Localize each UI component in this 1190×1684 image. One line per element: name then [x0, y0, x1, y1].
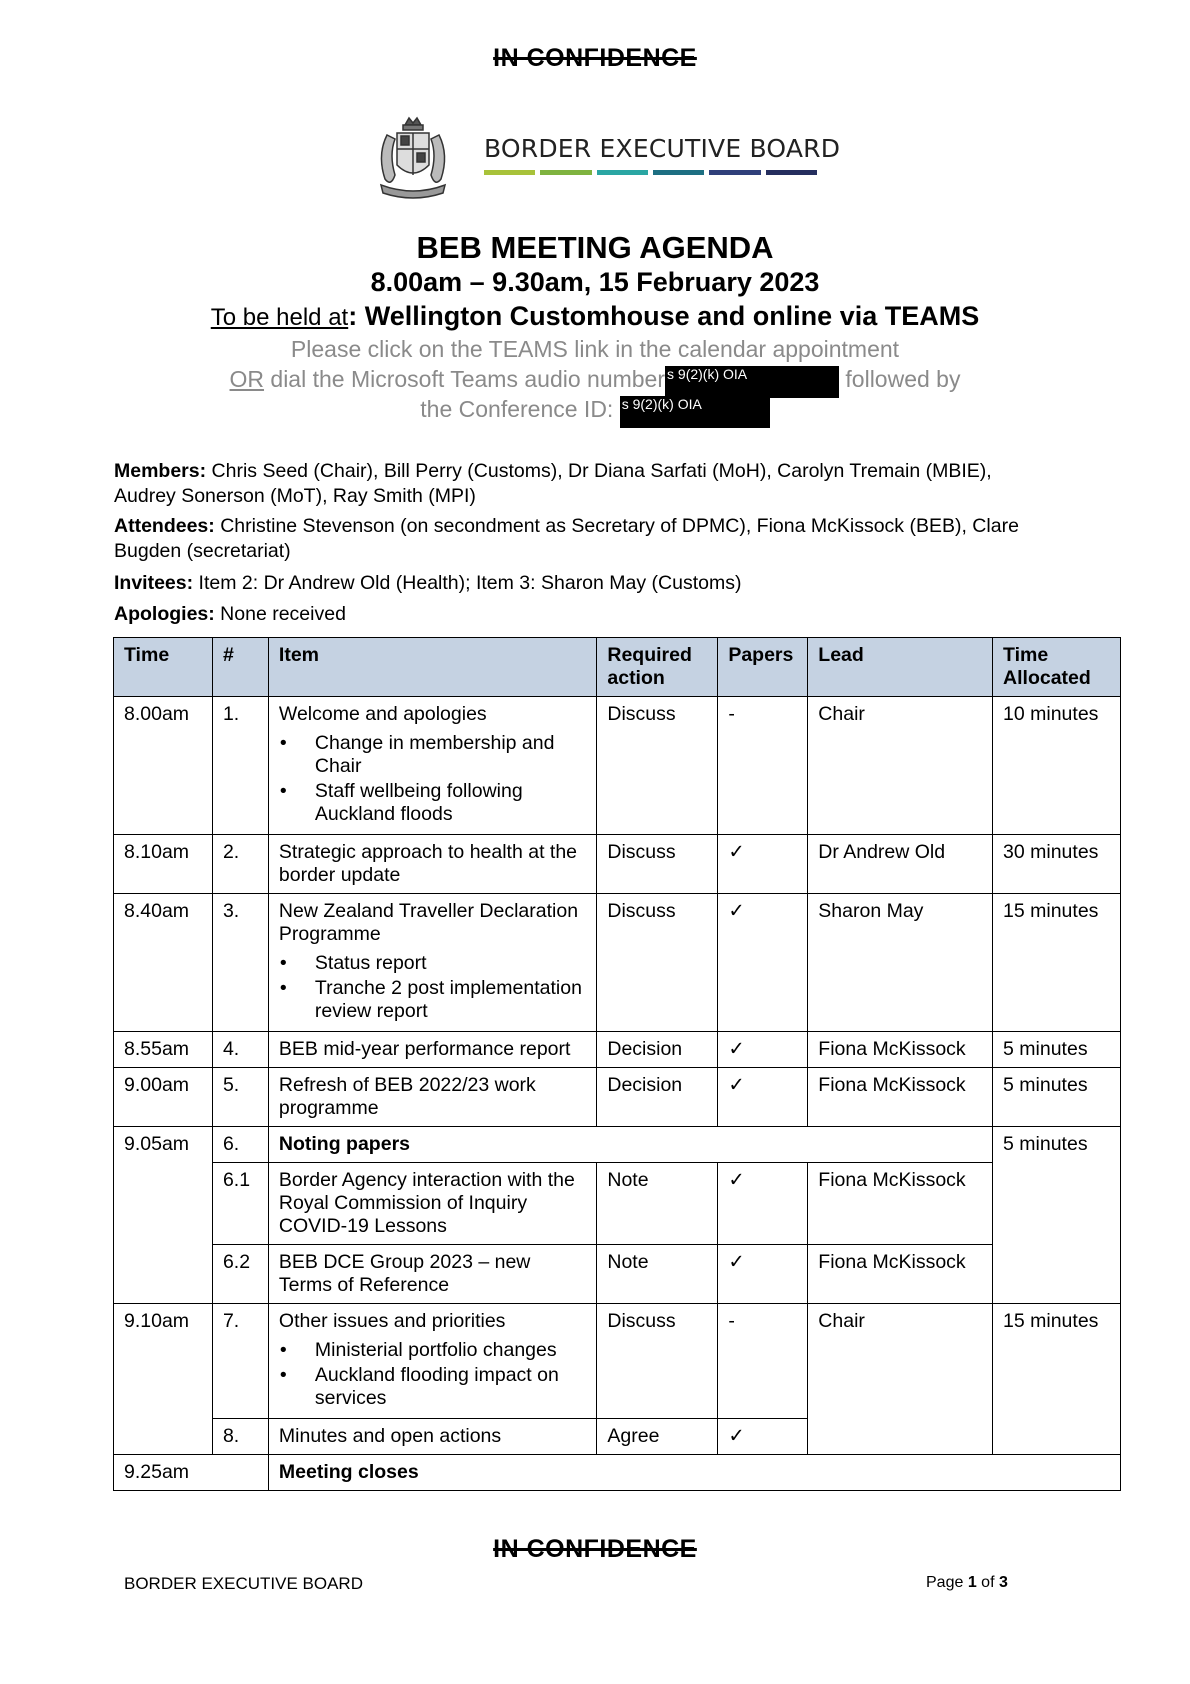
item-title: New Zealand Traveller Declaration Programme: [278, 900, 579, 945]
cell-action: Discuss: [597, 697, 718, 835]
attendees-label: Attendees:: [114, 515, 215, 537]
cell-action: Discuss: [597, 1304, 718, 1419]
table-row: [114, 894, 1121, 1032]
header-required-action: Required action: [597, 638, 718, 697]
cell-papers: -: [718, 1304, 808, 1419]
table-row: [114, 1455, 1121, 1491]
apologies-list: [114, 602, 1054, 627]
color-bar-1: [484, 170, 535, 175]
cell-papers: ✓: [718, 1245, 808, 1304]
cell-number: 8.: [212, 1419, 268, 1455]
cell-item: [268, 697, 596, 835]
cell-allocated: 10 minutes: [993, 697, 1121, 835]
classification-bottom: IN CONFIDENCE: [493, 1535, 697, 1563]
page-number: [926, 1574, 1008, 1592]
header-time: Time: [114, 638, 213, 697]
table-row: [114, 1032, 1121, 1068]
table-row: [114, 1127, 1121, 1163]
color-bar-6: [766, 170, 817, 175]
cell-number: 1.: [212, 697, 268, 835]
cell-number: 6.: [212, 1127, 268, 1163]
cell-time: 9.25am: [114, 1455, 269, 1491]
color-bar-3: [597, 170, 648, 175]
bullet-item: • Auckland flooding impact on services: [315, 1364, 586, 1410]
agenda-table: [113, 637, 1121, 1491]
cell-action: Decision: [597, 1032, 718, 1068]
cell-item: [268, 1304, 596, 1419]
table-row: [114, 697, 1121, 835]
cell-lead: Chair: [808, 697, 993, 835]
bullet-item: • Tranche 2 post implementation review report: [315, 977, 586, 1023]
cell-papers: ✓: [718, 1032, 808, 1068]
page-total: 3: [998, 1574, 1008, 1591]
dial-instruction: [0, 366, 1190, 398]
invitees-list: [114, 571, 1054, 596]
cell-item: Refresh of BEB 2022/23 work programme: [268, 1068, 596, 1127]
table-header-row: [114, 638, 1121, 697]
cell-item: BEB DCE Group 2023 – new Terms of Reference: [268, 1245, 596, 1304]
cell-action: Discuss: [597, 894, 718, 1032]
members-list: [114, 459, 1054, 509]
item-title-bold: Noting papers: [278, 1133, 410, 1155]
header-item: Item: [268, 638, 596, 697]
item-title: Welcome and apologies: [278, 703, 487, 725]
cell-number: 5.: [212, 1068, 268, 1127]
conference-id-line: [0, 396, 1190, 428]
cell-papers: ✓: [718, 894, 808, 1032]
cell-time: 8.55am: [114, 1032, 213, 1068]
table-row: [114, 1304, 1121, 1419]
cell-time: 9.00am: [114, 1068, 213, 1127]
color-bar-2: [540, 170, 591, 175]
table-row: [114, 1163, 1121, 1245]
cell-allocated: 15 minutes: [993, 894, 1121, 1032]
table-row: [114, 835, 1121, 894]
cell-lead: Sharon May: [808, 894, 993, 1032]
cell-allocated: 5 minutes: [993, 1127, 1121, 1304]
cell-time: 9.10am: [114, 1304, 213, 1455]
color-bar-5: [709, 170, 760, 175]
header-papers: Papers: [718, 638, 808, 697]
bullet-item: • Status report: [315, 952, 586, 975]
agenda-title: BEB MEETING AGENDA: [416, 230, 774, 265]
header-time-allocated: Time Allocated: [993, 638, 1121, 697]
bullet-item: • Ministerial portfolio changes: [315, 1339, 586, 1362]
cell-item: [268, 1455, 1120, 1491]
classification-top: IN CONFIDENCE: [493, 44, 697, 72]
bullet-item: • Change in membership and Chair: [315, 732, 586, 778]
cell-number: 4.: [212, 1032, 268, 1068]
cell-action: Discuss: [597, 835, 718, 894]
dial-text: dial the Microsoft Teams audio number: [264, 366, 666, 392]
venue-lead: To be held at: [210, 304, 349, 331]
cell-number: 6.1: [212, 1163, 268, 1245]
cell-allocated: 5 minutes: [993, 1032, 1121, 1068]
nz-coat-of-arms-icon: [367, 115, 459, 208]
page-of: of: [976, 1574, 999, 1591]
cell-time: 8.40am: [114, 894, 213, 1032]
item-bullets: [279, 732, 586, 826]
cell-number: 3.: [212, 894, 268, 1032]
cell-papers: ✓: [718, 1068, 808, 1127]
cell-item: [268, 1127, 992, 1163]
item-bullets: [279, 952, 586, 1023]
venue-colon: :: [348, 301, 365, 331]
cell-action: Note: [597, 1163, 718, 1245]
cell-lead: Fiona McKissock: [808, 1032, 993, 1068]
meeting-venue: [0, 301, 1190, 332]
item-title-bold: Meeting closes: [278, 1461, 419, 1483]
attendees-list: [114, 514, 1054, 564]
page-prefix: Page: [926, 1574, 968, 1591]
cell-allocated: 30 minutes: [993, 835, 1121, 894]
cell-lead: Fiona McKissock: [808, 1068, 993, 1127]
cell-item: BEB mid-year performance report: [268, 1032, 596, 1068]
cell-papers: ✓: [718, 1419, 808, 1455]
cell-action: Agree: [597, 1419, 718, 1455]
venue-name: Wellington Customhouse and online via TEAMS: [364, 301, 980, 331]
apologies-label: Apologies:: [114, 603, 215, 625]
conference-id-text: the Conference ID:: [420, 396, 620, 422]
cell-lead: Dr Andrew Old: [808, 835, 993, 894]
cell-number: 2.: [212, 835, 268, 894]
invitees-text: Item 2: Dr Andrew Old (Health); Item 3: Sharon May (Customs): [193, 572, 742, 594]
brand-color-bars: [484, 170, 817, 175]
cell-item: Strategic approach to health at the border update: [268, 835, 596, 894]
cell-time: 9.05am: [114, 1127, 213, 1304]
apologies-text: None received: [214, 603, 346, 625]
cell-number: 6.2: [212, 1245, 268, 1304]
attendees-text: Christine Stevenson (on secondment as Secretary of DPMC), Fiona McKissock (BEB), Clare Bugden (secretariat): [114, 515, 1019, 562]
item-bullets: [279, 1339, 586, 1410]
members-label: Members:: [114, 460, 207, 482]
cell-item: Minutes and open actions: [268, 1419, 596, 1455]
cell-item: [268, 894, 596, 1032]
cell-lead: Fiona McKissock: [808, 1245, 993, 1304]
cell-time: 8.00am: [114, 697, 213, 835]
color-bar-4: [653, 170, 704, 175]
bullet-item: • Staff wellbeing following Auckland floods: [315, 780, 586, 826]
cell-lead: Chair: [808, 1304, 993, 1455]
dial-or: OR: [229, 366, 265, 392]
page-current: 1: [967, 1574, 977, 1591]
cell-number: 7.: [212, 1304, 268, 1419]
header-lead: Lead: [808, 638, 993, 697]
header-number: #: [212, 638, 268, 697]
footer-board-name: BORDER EXECUTIVE BOARD: [124, 1574, 363, 1593]
redaction-conference-id: s 9(2)(k) OIA: [620, 396, 770, 428]
redaction-audio-number: s 9(2)(k) OIA: [665, 366, 839, 398]
cell-time: 8.10am: [114, 835, 213, 894]
cell-item: Border Agency interaction with the Royal Commission of Inquiry COVID-19 Lessons: [268, 1163, 596, 1245]
table-row: [114, 1245, 1121, 1304]
meeting-time-date: 8.00am – 9.30am, 15 February 2023: [370, 267, 820, 297]
cell-action: Decision: [597, 1068, 718, 1127]
cell-papers: ✓: [718, 835, 808, 894]
cell-allocated: 5 minutes: [993, 1068, 1121, 1127]
cell-lead: Fiona McKissock: [808, 1163, 993, 1245]
invitees-label: Invitees:: [114, 572, 194, 594]
table-row: [114, 1068, 1121, 1127]
cell-papers: ✓: [718, 1163, 808, 1245]
teams-instruction: Please click on the TEAMS link in the calendar appointment: [290, 336, 900, 362]
board-name: BORDER EXECUTIVE BOARD: [484, 134, 841, 163]
cell-action: Note: [597, 1245, 718, 1304]
cell-allocated: 15 minutes: [993, 1304, 1121, 1455]
cell-papers: -: [718, 697, 808, 835]
followed-by-text: followed by: [839, 366, 961, 392]
item-title: Other issues and priorities: [278, 1310, 506, 1332]
members-text: Chris Seed (Chair), Bill Perry (Customs), Dr Diana Sarfati (MoH), Carolyn Tremain (MBIE), Audrey Sonerson (MoT), Ray Smith (MPI): [114, 460, 992, 507]
